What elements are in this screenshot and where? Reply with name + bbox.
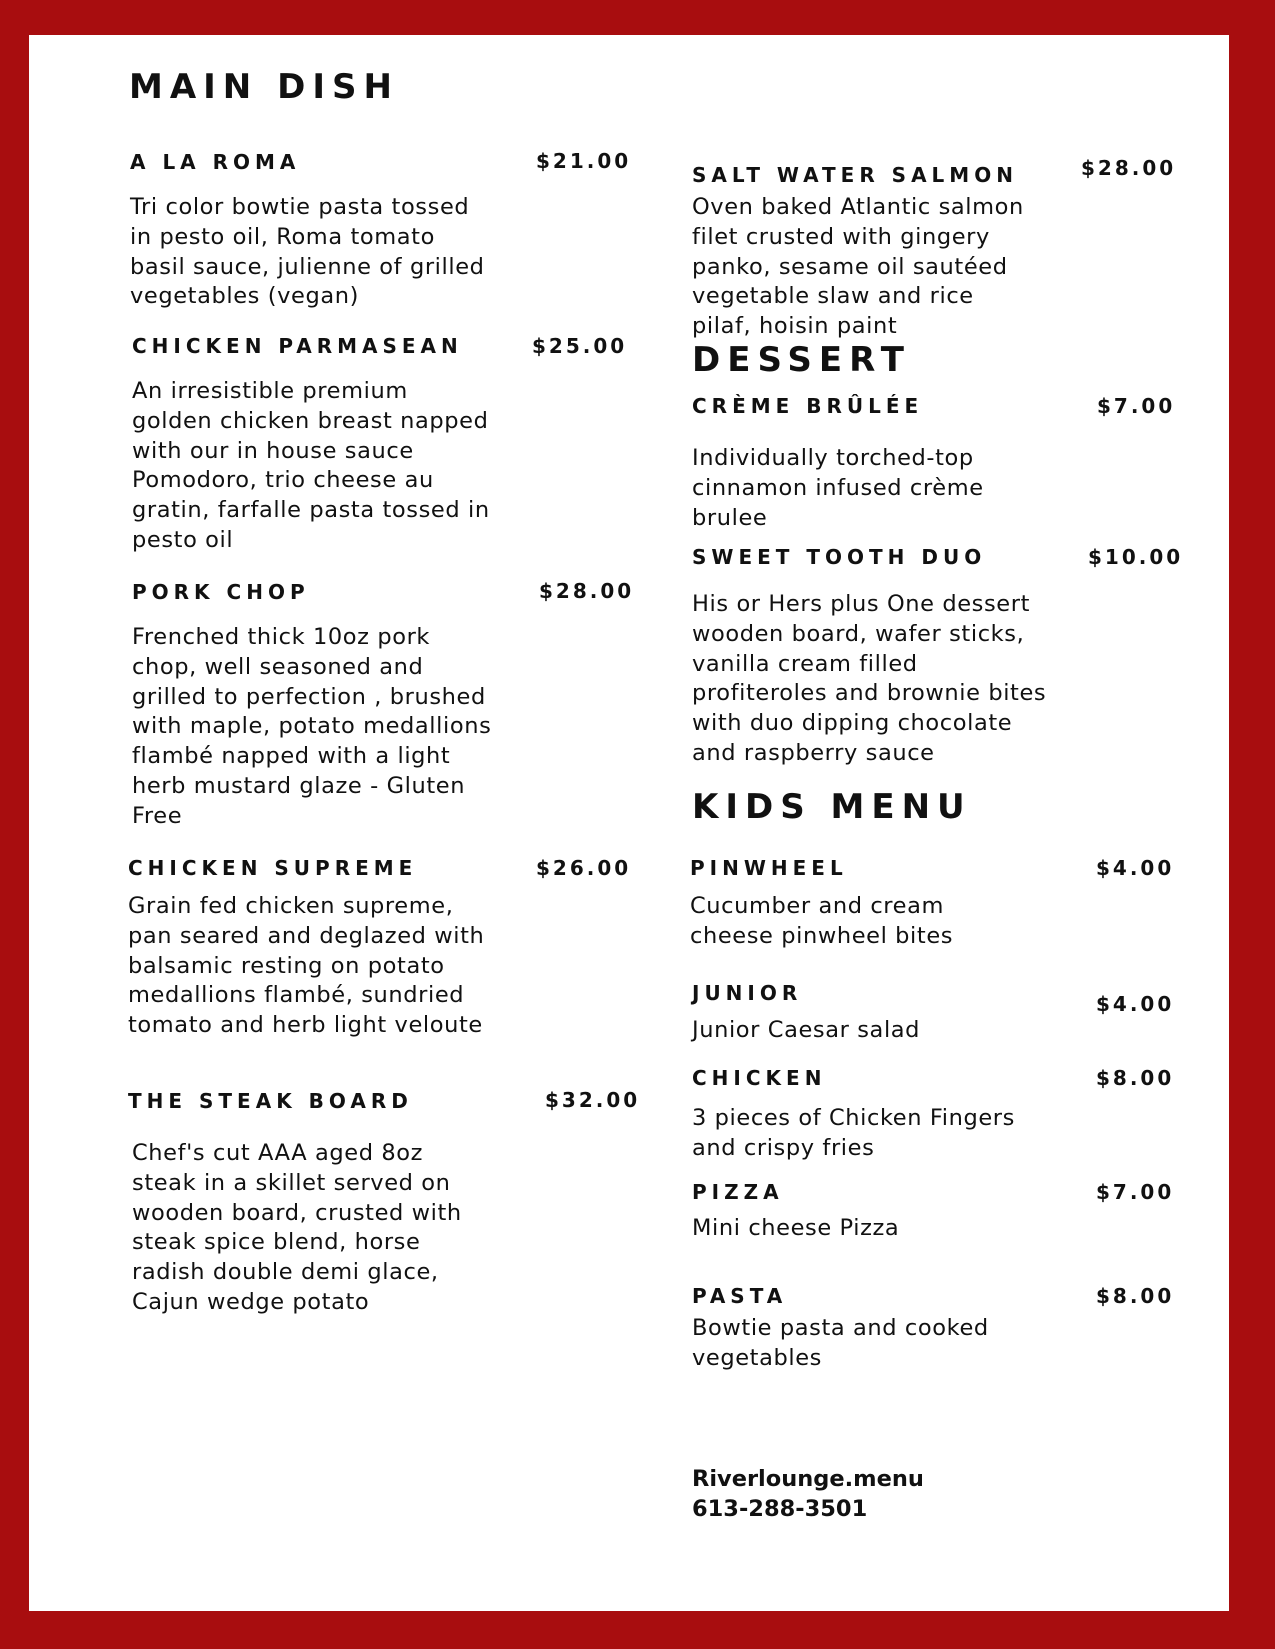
menu-item-price: $28.00 bbox=[1081, 156, 1177, 180]
menu-item-price: $7.00 bbox=[1097, 394, 1176, 418]
website-link[interactable]: Riverlounge.menu bbox=[692, 1466, 924, 1492]
menu-item-price: $28.00 bbox=[539, 579, 635, 603]
main-dish-title: MAIN DISH bbox=[129, 67, 399, 107]
menu-item-description: An irresistible premium golden chicken breast napped with our in house sauce Pomodoro, trio cheese au gratin, farfalle pasta tossed in pesto oil bbox=[132, 378, 490, 553]
menu-item-name: SWEET TOOTH DUO bbox=[692, 545, 987, 569]
menu-item-description: Chef's cut AAA aged 8oz steak in a skillet served on wooden board, crusted with steak spice blend, horse radish double demi glace, Cajun wedge potato bbox=[132, 1140, 462, 1315]
menu-item-description: Bowtie pasta and cooked vegetables bbox=[692, 1315, 989, 1371]
menu-item-name: PIZZA bbox=[692, 1180, 784, 1204]
menu-item-price: $4.00 bbox=[1096, 856, 1175, 880]
contact-info bbox=[692, 1464, 924, 1524]
menu-item-name: JUNIOR bbox=[692, 981, 803, 1005]
menu-item-name: SALT WATER SALMON bbox=[692, 163, 1018, 187]
menu-item-price: $26.00 bbox=[536, 856, 632, 880]
menu-item-name: PINWHEEL bbox=[690, 856, 848, 880]
menu-item-name: PORK CHOP bbox=[132, 580, 310, 604]
menu-item-price: $8.00 bbox=[1096, 1066, 1175, 1090]
menu-item-description: Individually torched-top cinnamon infused crème brulee bbox=[692, 445, 984, 531]
menu-item-name: PASTA bbox=[692, 1284, 788, 1308]
menu-item-name: CHICKEN PARMASEAN bbox=[132, 334, 463, 358]
phone-number: 613-288-3501 bbox=[692, 1496, 868, 1522]
menu-item-description: Frenched thick 10oz pork chop, well seasoned and grilled to perfection , brushed with maple, potato medallions flambé napped with a light herb mustard glaze - Gluten Free bbox=[132, 624, 492, 829]
menu-item-description: 3 pieces of Chicken Fingers and crispy fries bbox=[692, 1105, 1015, 1161]
menu-item-price: $8.00 bbox=[1096, 1284, 1175, 1308]
kids-menu-title: KIDS MENU bbox=[692, 787, 972, 827]
menu-item-price: $21.00 bbox=[536, 149, 632, 173]
dessert-title: DESSERT bbox=[692, 340, 911, 380]
menu-item-description: Cucumber and cream cheese pinwheel bites bbox=[690, 893, 954, 949]
menu-item-name: THE STEAK BOARD bbox=[128, 1089, 413, 1113]
menu-item-price: $7.00 bbox=[1096, 1180, 1175, 1204]
menu-item-description: Tri color bowtie pasta tossed in pesto oil, Roma tomato basil sauce, julienne of grilled vegetables (vegan) bbox=[130, 194, 485, 310]
menu-item-price: $4.00 bbox=[1096, 992, 1175, 1016]
menu-item-price: $32.00 bbox=[545, 1088, 641, 1112]
menu-item-description: His or Hers plus One dessert wooden board, wafer sticks, vanilla cream filled profiteroles and brownie bites with duo dipping chocolate and raspberry sauce bbox=[692, 591, 1047, 766]
menu-item-name: CHICKEN SUPREME bbox=[128, 856, 418, 880]
menu-item-name: CRÈME BRÛLÉE bbox=[692, 394, 924, 418]
menu-item-description: Grain fed chicken supreme, pan seared and deglazed with balsamic resting on potato medallions flambé, sundried tomato and herb light veloute bbox=[128, 893, 485, 1039]
menu-item-description: Junior Caesar salad bbox=[692, 1017, 921, 1043]
menu-item-name: CHICKEN bbox=[692, 1066, 827, 1090]
menu-item-name: A LA ROMA bbox=[130, 150, 301, 174]
menu-item-price: $10.00 bbox=[1088, 545, 1184, 569]
menu-item-description: Oven baked Atlantic salmon filet crusted with gingery panko, sesame oil sautéed vegetable slaw and rice pilaf, hoisin paint bbox=[692, 194, 1024, 340]
menu-page bbox=[29, 35, 1229, 1611]
menu-item-description: Mini cheese Pizza bbox=[692, 1215, 900, 1241]
menu-item-price: $25.00 bbox=[532, 334, 628, 358]
